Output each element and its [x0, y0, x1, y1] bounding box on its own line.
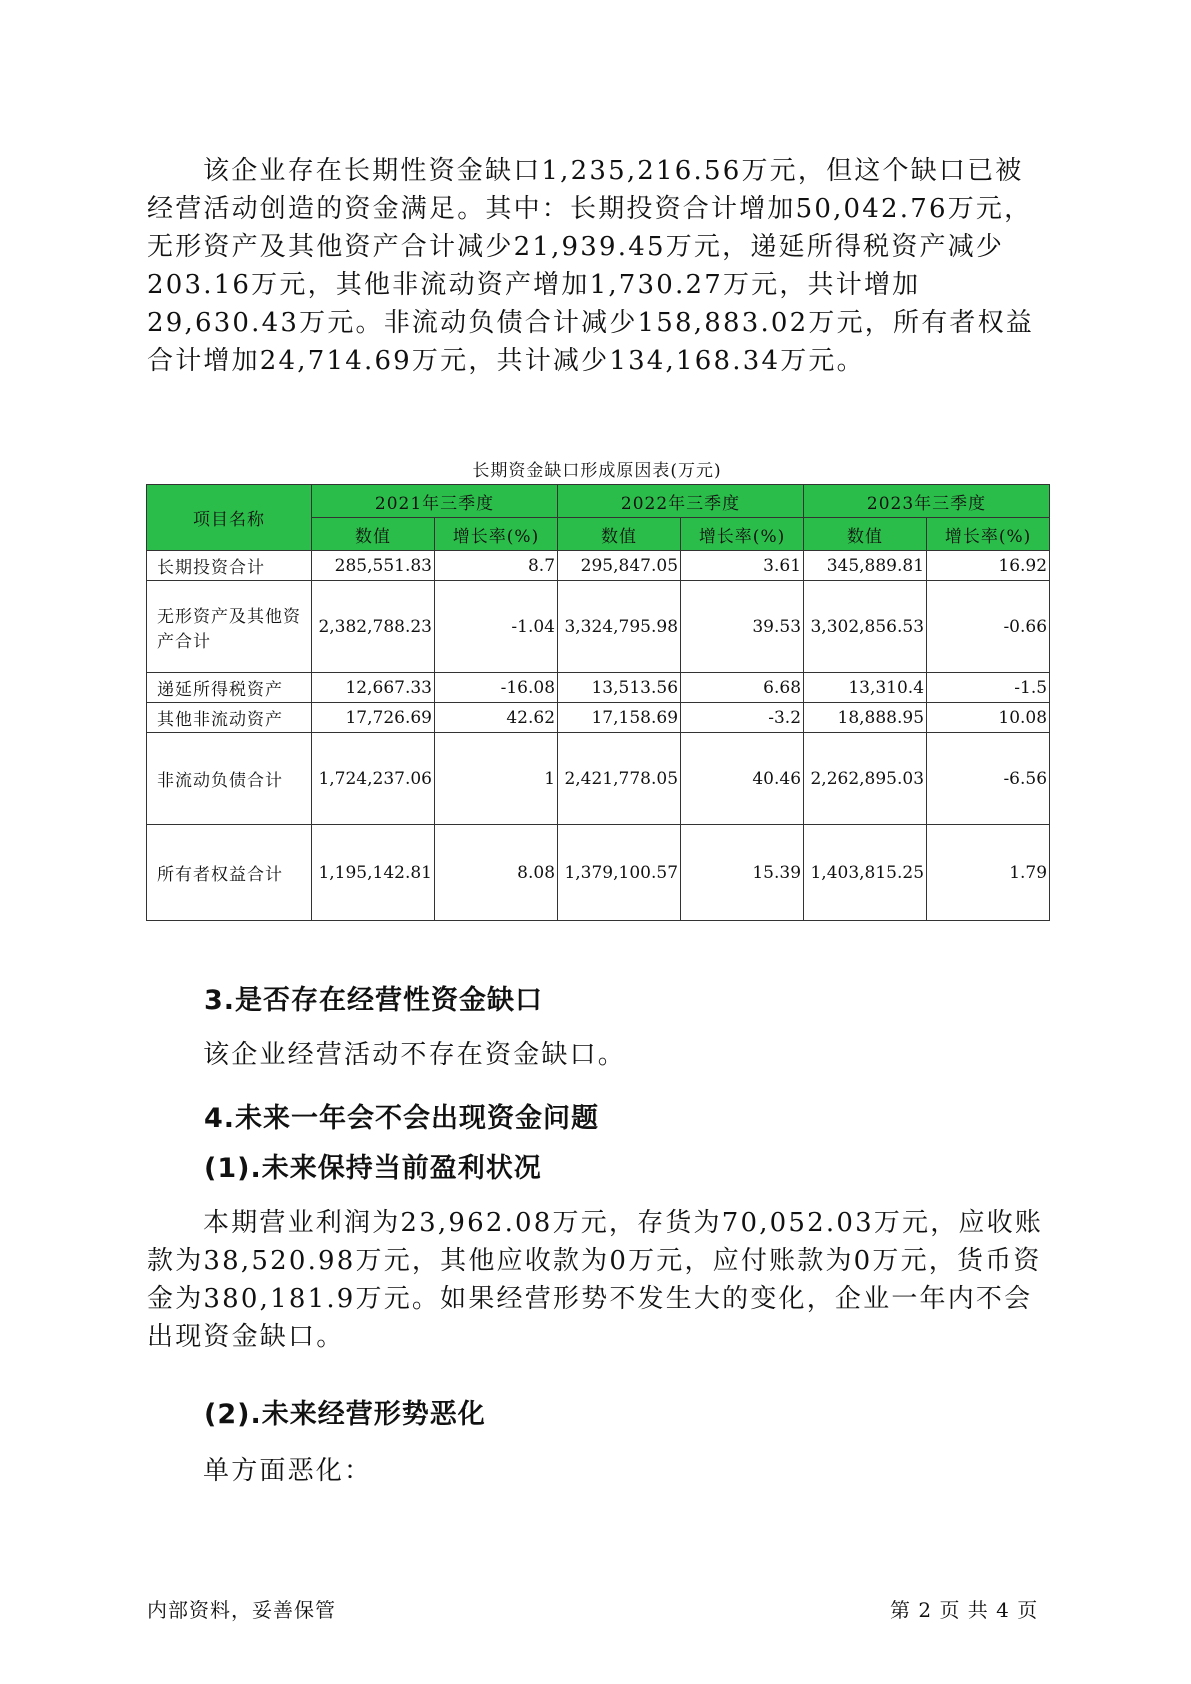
table-row — [147, 581, 1050, 673]
period-header-2023: 2023年三季度 — [804, 485, 1050, 518]
cell-value: 285,551.83 — [312, 551, 435, 581]
cell-rate: 1.79 — [927, 825, 1050, 921]
row-name: 无形资产及其他资产合计 — [147, 581, 312, 673]
cell-rate: -0.66 — [927, 581, 1050, 673]
value-header: 数值 — [312, 518, 435, 551]
table-row — [147, 673, 1050, 703]
cell-value: 1,724,237.06 — [312, 733, 435, 825]
section4-sub1-heading: (1).未来保持当前盈利状况 — [204, 1153, 542, 1184]
table-row — [147, 825, 1050, 921]
cell-rate: -1.5 — [927, 673, 1050, 703]
long-term-gap-table — [146, 484, 1050, 921]
cell-rate: 16.92 — [927, 551, 1050, 581]
value-header: 数值 — [558, 518, 681, 551]
rate-header: 增长率(%) — [435, 518, 558, 551]
row-name: 递延所得税资产 — [147, 673, 312, 703]
intro-paragraph: 该企业存在长期性资金缺口1,235,216.56万元，但这个缺口已被经营活动创造的资金满足。其中：长期投资合计增加50,042.76万元，无形资产及其他资产合计减少21,939.45万元，递延所得税资产减少203.16万元，其他非流动资产增加1,730.27万元，共计增加29,630.43万元。非流动负债合计减少158,883.02万元，所有者权益合计增加24,714.69万元，共计减少134,168.34万元。 — [147, 156, 1034, 376]
cell-value: 2,262,895.03 — [804, 733, 927, 825]
section4-sub2-text: 单方面恶化： — [203, 1456, 373, 1486]
section4-sub2-heading: (2).未来经营形势恶化 — [204, 1399, 486, 1430]
row-name: 非流动负债合计 — [147, 733, 312, 825]
cell-value: 13,310.4 — [804, 673, 927, 703]
period-header-2021: 2021年三季度 — [312, 485, 558, 518]
cell-rate: 1 — [435, 733, 558, 825]
cell-rate: 8.08 — [435, 825, 558, 921]
cell-value: 345,889.81 — [804, 551, 927, 581]
page-number: 第 2 页 共 4 页 — [890, 1598, 1039, 1622]
period-header-2022: 2022年三季度 — [558, 485, 804, 518]
table-caption: 长期资金缺口形成原因表(万元) — [472, 461, 722, 481]
cell-rate: -16.08 — [435, 673, 558, 703]
cell-value: 13,513.56 — [558, 673, 681, 703]
cell-rate: -3.2 — [681, 703, 804, 733]
section3-text: 该企业经营活动不存在资金缺口。 — [203, 1040, 627, 1070]
cell-value: 1,195,142.81 — [312, 825, 435, 921]
cell-value: 17,726.69 — [312, 703, 435, 733]
cell-value: 2,421,778.05 — [558, 733, 681, 825]
table-row — [147, 551, 1050, 581]
cell-value: 2,382,788.23 — [312, 581, 435, 673]
cell-rate: -6.56 — [927, 733, 1050, 825]
cell-rate: 40.46 — [681, 733, 804, 825]
cell-value: 17,158.69 — [558, 703, 681, 733]
cell-value: 3,302,856.53 — [804, 581, 927, 673]
cell-rate: 42.62 — [435, 703, 558, 733]
cell-value: 12,667.33 — [312, 673, 435, 703]
table-row — [147, 703, 1050, 733]
cell-value: 18,888.95 — [804, 703, 927, 733]
cell-rate: 6.68 — [681, 673, 804, 703]
cell-value: 1,403,815.25 — [804, 825, 927, 921]
cell-rate: 15.39 — [681, 825, 804, 921]
cell-rate: -1.04 — [435, 581, 558, 673]
table-row — [147, 733, 1050, 825]
cell-value: 1,379,100.57 — [558, 825, 681, 921]
cell-rate: 8.7 — [435, 551, 558, 581]
item-name-header: 项目名称 — [147, 485, 312, 551]
rate-header: 增长率(%) — [927, 518, 1050, 551]
cell-rate: 10.08 — [927, 703, 1050, 733]
row-name: 所有者权益合计 — [147, 825, 312, 921]
cell-value: 3,324,795.98 — [558, 581, 681, 673]
row-name: 长期投资合计 — [147, 551, 312, 581]
section4-heading: 4.未来一年会不会出现资金问题 — [204, 1103, 600, 1134]
row-name: 其他非流动资产 — [147, 703, 312, 733]
cell-rate: 39.53 — [681, 581, 804, 673]
section4-sub1-text: 本期营业利润为23,962.08万元，存货为70,052.03万元，应收账款为38,520.98万元，其他应收款为0万元，应付账款为0万元，货币资金为380,181.9万元。如果经营形势不发生大的变化，企业一年内不会出现资金缺口。 — [147, 1208, 1044, 1352]
section3-heading: 3.是否存在经营性资金缺口 — [204, 985, 544, 1016]
rate-header: 增长率(%) — [681, 518, 804, 551]
cell-value: 295,847.05 — [558, 551, 681, 581]
footer-note: 内部资料，妥善保管 — [147, 1598, 336, 1622]
cell-rate: 3.61 — [681, 551, 804, 581]
value-header: 数值 — [804, 518, 927, 551]
